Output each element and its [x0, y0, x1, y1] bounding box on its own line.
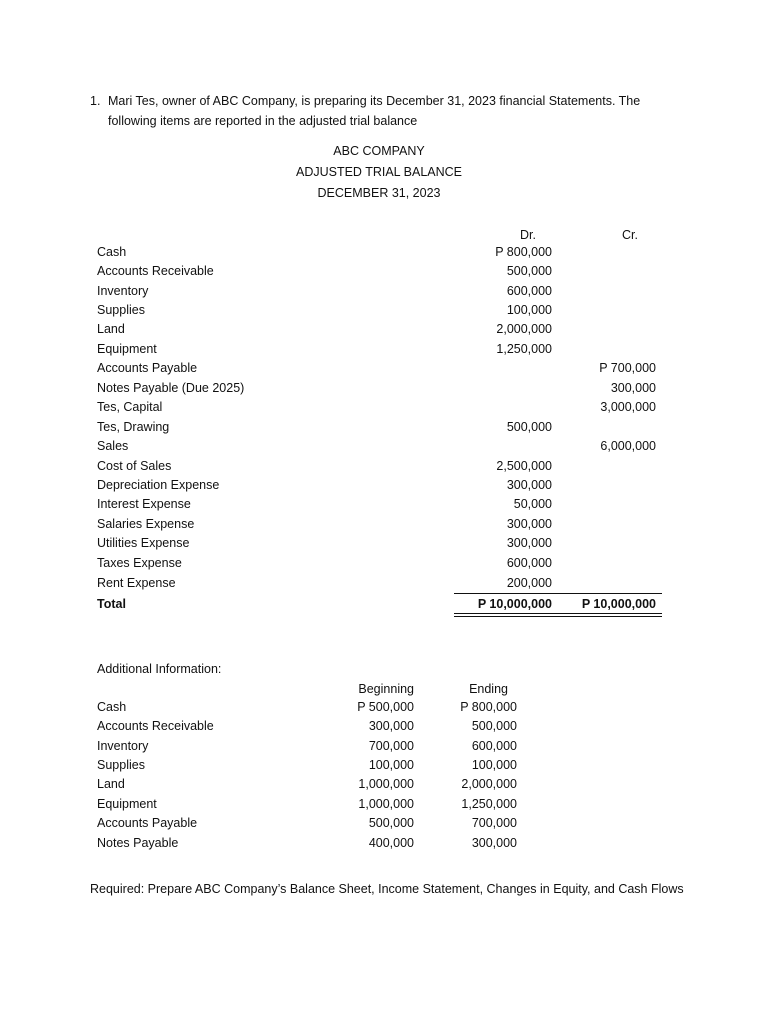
account-name: Salaries Expense: [97, 517, 195, 531]
account-name: Notes Payable: [97, 836, 179, 850]
account-name: Equipment: [97, 342, 157, 356]
credit-amount: 3,000,000: [600, 400, 656, 414]
question-text-line1: Mari Tes, owner of ABC Company, is preparing its December 31, 2023 financial Statements. The: [108, 94, 641, 108]
account-name: Cash: [97, 700, 127, 714]
debit-amount: 500,000: [506, 420, 552, 434]
table-row: [0, 400, 768, 419]
table-row: [0, 439, 768, 458]
debit-amount: 50,000: [513, 497, 552, 511]
ending-amount: 2,000,000: [461, 777, 517, 791]
account-name: Taxes Expense: [97, 556, 182, 570]
account-name: Inventory: [97, 739, 149, 753]
debit-amount: 300,000: [506, 478, 552, 492]
table-row: [0, 342, 768, 361]
total-label: Total: [97, 597, 126, 611]
table-row: [0, 303, 768, 322]
total-rule-top: [454, 593, 662, 594]
account-name: Accounts Payable: [97, 361, 198, 375]
table-row: [0, 836, 768, 855]
account-name: Interest Expense: [97, 497, 191, 511]
statement-title: ADJUSTED TRIAL BALANCE: [295, 165, 462, 179]
debit-amount: 2,500,000: [496, 459, 552, 473]
table-row: [0, 420, 768, 439]
ending-amount: 600,000: [471, 739, 517, 753]
table-row: [0, 556, 768, 575]
account-name: Accounts Receivable: [97, 264, 214, 278]
debit-amount: 600,000: [506, 284, 552, 298]
beginning-amount: 300,000: [368, 719, 414, 733]
beginning-amount: 1,000,000: [358, 797, 414, 811]
table-row: [0, 797, 768, 816]
table-row: [0, 497, 768, 516]
table-row: [0, 536, 768, 555]
account-name: Depreciation Expense: [97, 478, 220, 492]
account-name: Land: [97, 777, 125, 791]
account-name: Cost of Sales: [97, 459, 172, 473]
question-text-line2: following items are reported in the adjusted trial balance: [108, 114, 418, 128]
ending-amount: 1,250,000: [461, 797, 517, 811]
debit-amount: 300,000: [506, 536, 552, 550]
total-debit: P 10,000,000: [477, 597, 552, 611]
credit-amount: P 700,000: [599, 361, 656, 375]
debit-amount: 600,000: [506, 556, 552, 570]
table-row: [0, 777, 768, 796]
total-double-rule-1: [454, 613, 662, 614]
debit-amount: 500,000: [506, 264, 552, 278]
account-name: Tes, Drawing: [97, 420, 170, 434]
table-row: [0, 284, 768, 303]
table-row: [0, 361, 768, 380]
table-row: [0, 322, 768, 341]
account-name: Utilities Expense: [97, 536, 190, 550]
beginning-amount: P 500,000: [357, 700, 414, 714]
account-name: Rent Expense: [97, 576, 176, 590]
debit-amount: 100,000: [506, 303, 552, 317]
ending-amount: 100,000: [471, 758, 517, 772]
beginning-amount: 500,000: [368, 816, 414, 830]
debit-amount: 200,000: [506, 576, 552, 590]
table-row: [0, 739, 768, 758]
table-row: [0, 517, 768, 536]
account-name: Supplies: [97, 758, 145, 772]
table-row: [0, 245, 768, 264]
ending-amount: 700,000: [471, 816, 517, 830]
account-name: Land: [97, 322, 125, 336]
account-name: Accounts Receivable: [97, 719, 214, 733]
beginning-amount: 100,000: [368, 758, 414, 772]
credit-amount: 300,000: [610, 381, 656, 395]
account-name: Equipment: [97, 797, 157, 811]
table-row: [0, 758, 768, 777]
account-name: Sales: [97, 439, 129, 453]
table-row: [0, 816, 768, 835]
table-row: [0, 459, 768, 478]
required-instruction: Required: Prepare ABC Company’s Balance Sheet, Income Statement, Changes in Equity, and Cash Flows: [90, 882, 684, 896]
total-double-rule-2: [454, 616, 662, 617]
beginning-amount: 1,000,000: [358, 777, 414, 791]
debit-amount: 300,000: [506, 517, 552, 531]
beginning-column-header: Beginning: [358, 682, 414, 696]
table-row: [0, 719, 768, 738]
account-name: Accounts Payable: [97, 816, 198, 830]
debit-column-header: Dr.: [520, 228, 536, 242]
total-credit: P 10,000,000: [581, 597, 656, 611]
debit-amount: 2,000,000: [496, 322, 552, 336]
ending-amount: 500,000: [471, 719, 517, 733]
account-name: Inventory: [97, 284, 149, 298]
ending-amount: P 800,000: [460, 700, 517, 714]
table-row: [0, 264, 768, 283]
account-name: Tes, Capital: [97, 400, 163, 414]
credit-column-header: Cr.: [622, 228, 638, 242]
debit-amount: P 800,000: [495, 245, 552, 259]
account-name: Notes Payable (Due 2025): [97, 381, 245, 395]
company-name: ABC COMPANY: [333, 144, 425, 158]
beginning-amount: 700,000: [368, 739, 414, 753]
statement-date: DECEMBER 31, 2023: [317, 186, 441, 200]
ending-column-header: Ending: [469, 682, 508, 696]
beginning-amount: 400,000: [368, 836, 414, 850]
table-row: [0, 478, 768, 497]
account-name: Supplies: [97, 303, 145, 317]
credit-amount: 6,000,000: [600, 439, 656, 453]
account-name: Cash: [97, 245, 127, 259]
table-row: [0, 381, 768, 400]
additional-info-title: Additional Information:: [97, 662, 222, 676]
table-row: [0, 700, 768, 719]
debit-amount: 1,250,000: [496, 342, 552, 356]
ending-amount: 300,000: [471, 836, 517, 850]
question-number: 1.: [90, 94, 101, 108]
